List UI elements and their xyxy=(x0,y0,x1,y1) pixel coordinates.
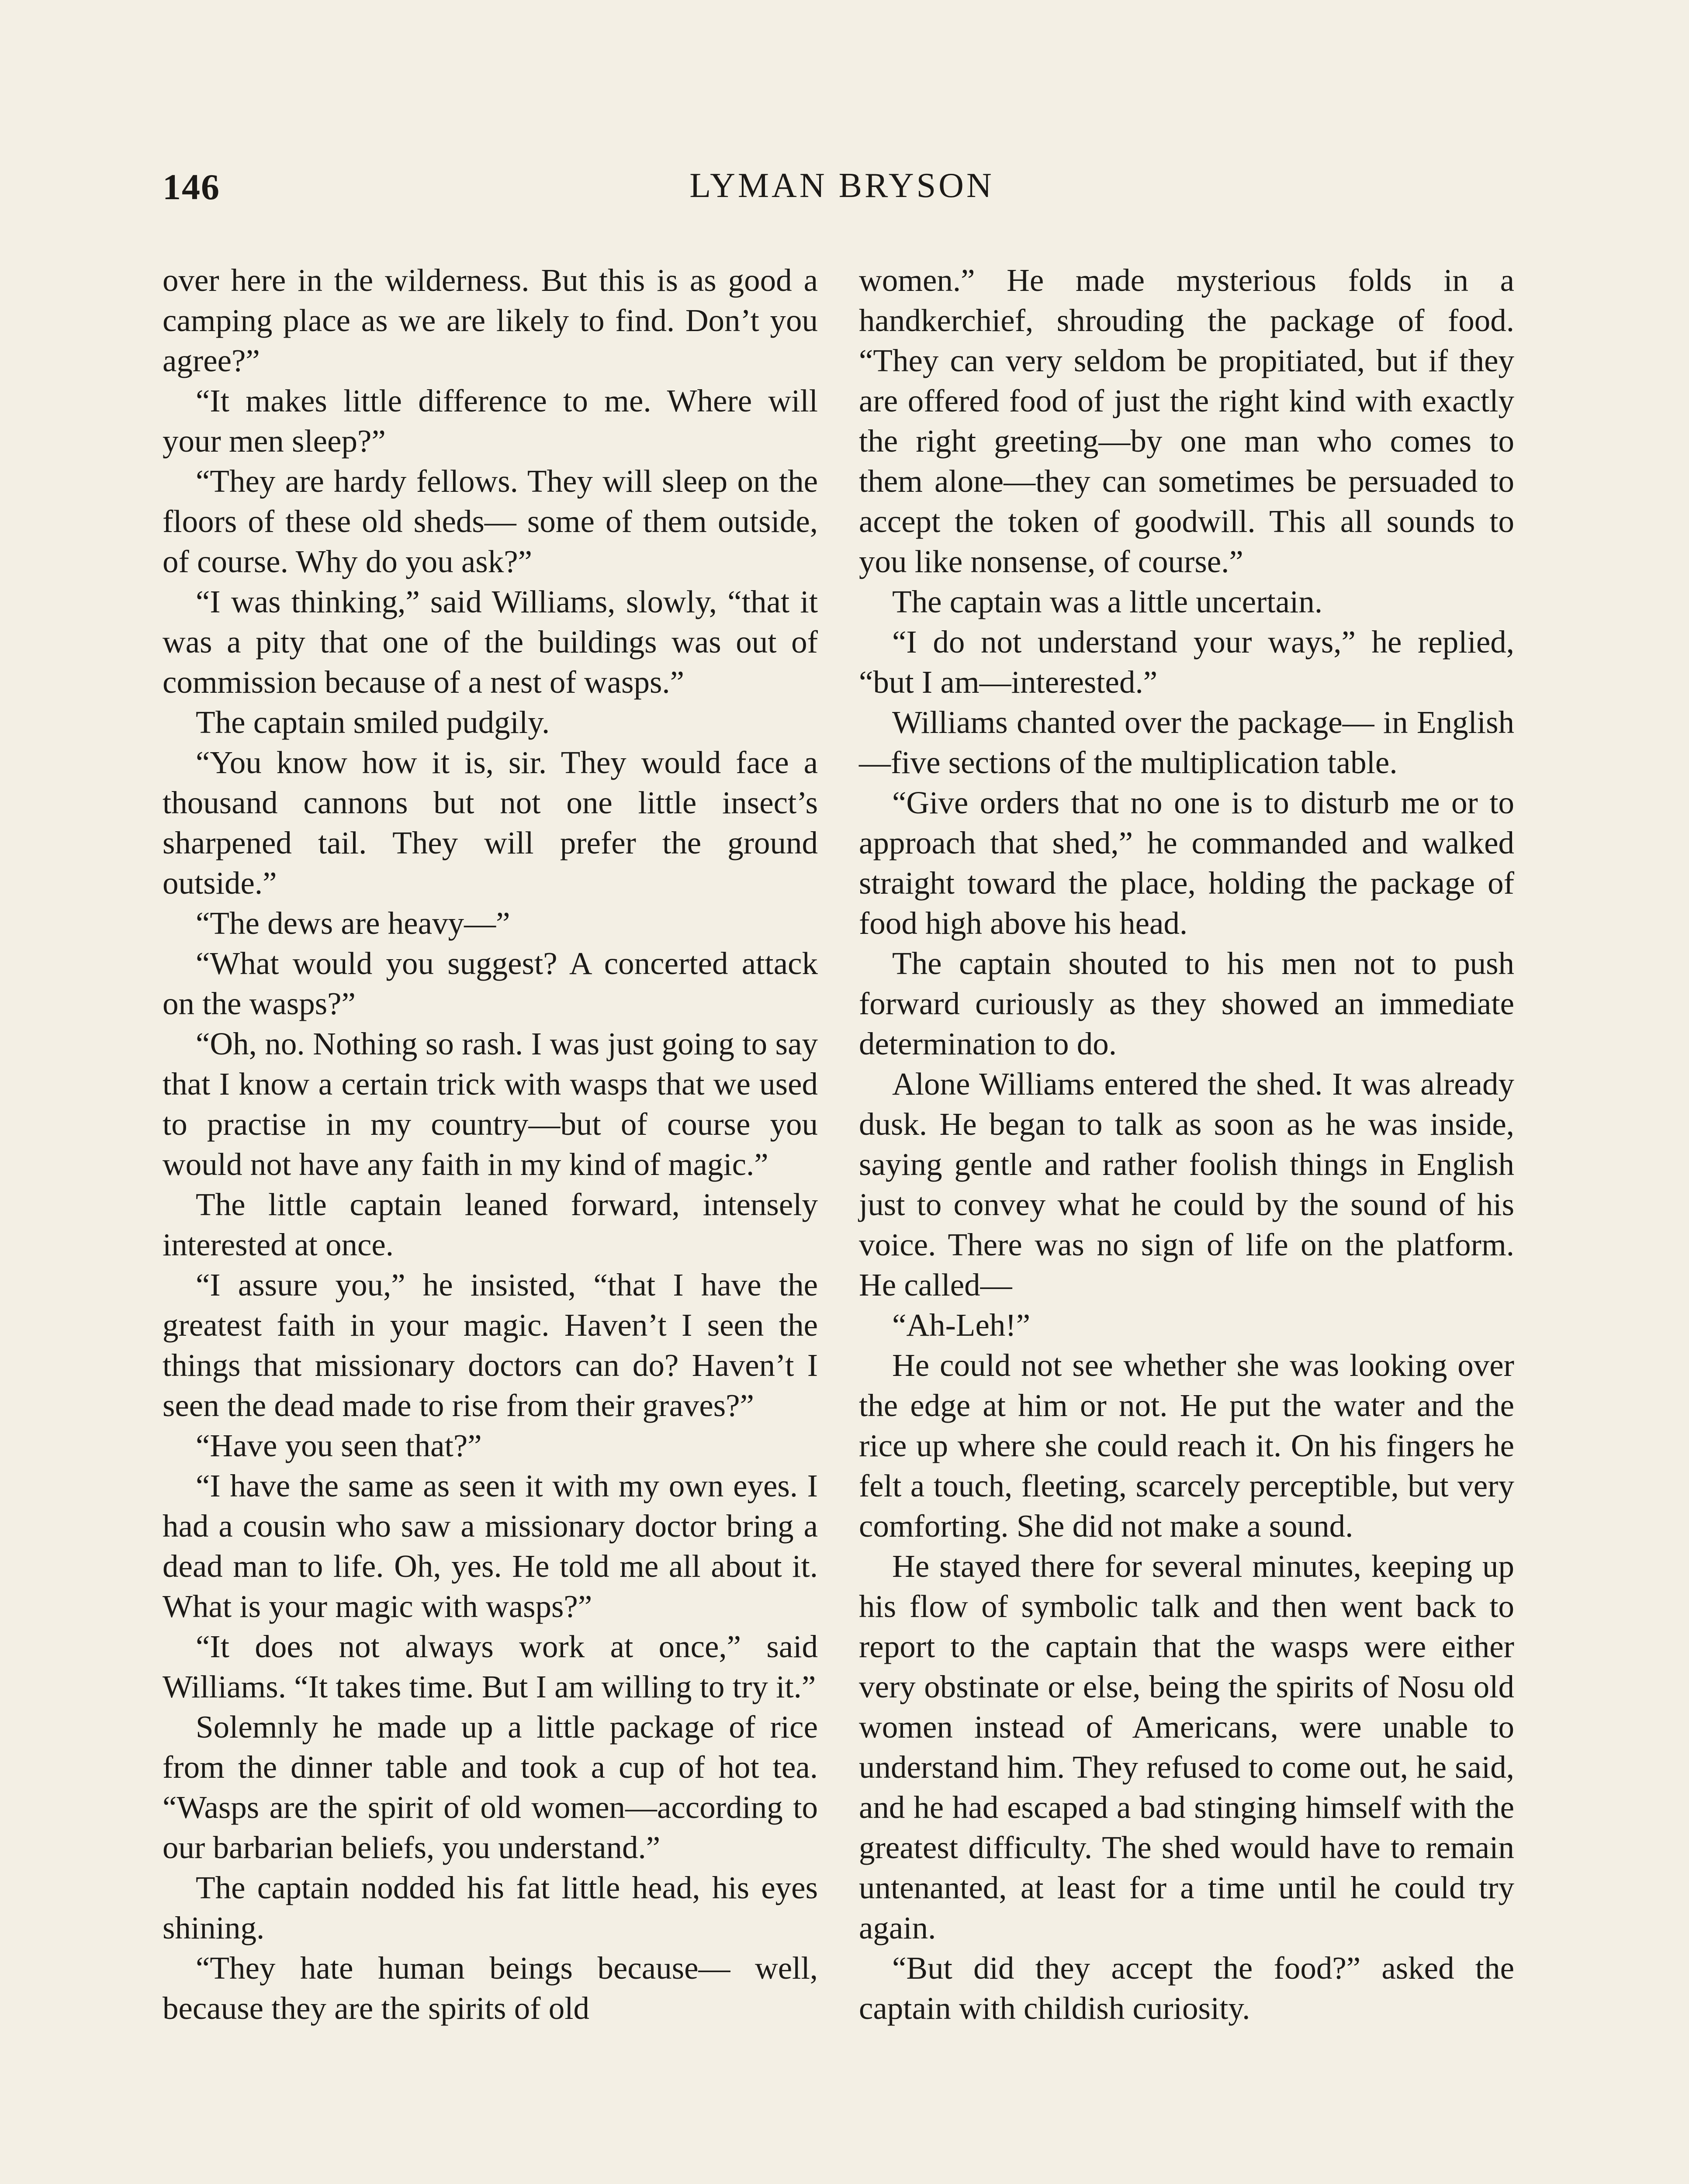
left-column-paragraph: “Oh, no. Nothing so rash. I was just going to say that I know a certain trick with wasps that we used to practise in my country—but of course you would not have any faith in my kind of magic.” xyxy=(163,1026,818,1182)
left-column-paragraph: “You know how it is, sir. They would face a thousand cannons but not one little insect’s sharpened tail. They will prefer the ground outside.” xyxy=(163,745,818,901)
left-column xyxy=(163,260,818,2028)
left-column-paragraph: “I have the same as seen it with my own eyes. I had a cousin who saw a missionary doctor bring a dead man to life. Oh, yes. He told me all about it. What is your magic with wasps?” xyxy=(163,1468,818,1624)
left-column-paragraph: “They are hardy fellows. They will sleep on the floors of these old sheds— some of them outside, of course. Why do you ask?” xyxy=(163,463,818,579)
running-head: LYMAN BRYSON xyxy=(689,166,994,205)
left-column-paragraph: The little captain leaned forward, intensely interested at once. xyxy=(163,1187,818,1262)
left-column-paragraph: The captain nodded his fat little head, his eyes shining. xyxy=(163,1870,818,1946)
right-column-paragraph: “But did they accept the food?” asked the captain with childish curiosity. xyxy=(859,1950,1514,2026)
left-column-paragraph: “It does not always work at once,” said Williams. “It takes time. But I am willing to try it.” xyxy=(163,1629,818,1704)
left-column-paragraph: “Have you seen that?” xyxy=(196,1428,482,1463)
left-column-paragraph: “I was thinking,” said Williams, slowly, “that it was a pity that one of the buildings was out of commission because of a nest of wasps.” xyxy=(163,584,818,700)
left-column-paragraph: “I assure you,” he insisted, “that I have the greatest faith in your magic. Haven’t I seen the things that missionary doctors can do? Haven’t I seen the dead made to rise from their graves?” xyxy=(163,1267,818,1423)
right-column xyxy=(859,260,1514,2028)
right-column-paragraph: women.” He made mysterious folds in a handkerchief, shrouding the package of food. “They can very seldom be propitiated, but if they are offered food of just the right kind with exactly the right greeting—by one man who comes to them alone—they can sometimes be persuaded to accept the token of goodwill. This all sounds to you like nonsense, of course.” xyxy=(859,263,1514,579)
page-header xyxy=(163,166,1521,218)
page-number: 146 xyxy=(163,167,220,207)
left-column-paragraph: “It makes little difference to me. Where will your men sleep?” xyxy=(163,383,818,459)
right-column-paragraph: “Give orders that no one is to disturb me or to approach that shed,” he commanded and walked straight toward the place, holding the package of food high above his head. xyxy=(859,785,1514,941)
left-column-paragraph: Solemnly he made up a little package of rice from the dinner table and took a cup of hot tea. “Wasps are the spirit of old women—according to our barbarian beliefs, you understand.” xyxy=(163,1709,818,1865)
right-column-paragraph: “I do not understand your ways,” he replied, “but I am—interested.” xyxy=(859,624,1514,700)
left-column-paragraph: The captain smiled pudgily. xyxy=(196,705,550,740)
right-column-paragraph: Williams chanted over the package— in English—five sections of the multiplication table. xyxy=(859,705,1514,780)
right-column-paragraph: “Ah-Leh!” xyxy=(892,1307,1031,1343)
right-column-paragraph: He could not see whether she was looking over the edge at him or not. He put the water and the rice up where she could reach it. On his fingers he felt a touch, fleeting, scarcely perceptible, but very comforting. She did not make a sound. xyxy=(859,1348,1514,1544)
right-column-paragraph: The captain shouted to his men not to push forward curiously as they showed an immediate determination to do. xyxy=(859,946,1514,1061)
left-column-paragraph: over here in the wilderness. But this is as good a camping place as we are likely to find. Don’t you agree?” xyxy=(163,263,818,378)
left-column-paragraph: “They hate human beings because— well, because they are the spirits of old xyxy=(163,1950,818,2026)
right-column-paragraph: He stayed there for several minutes, keeping up his flow of symbolic talk and then went back to report to the captain that the wasps were either very obstinate or else, being the spirits of Nosu old women instead of Americans, were unable to understand him. They refused to come out, he said, and he had escaped a bad stinging himself with the greatest difficulty. The shed would have to remain untenanted, at least for a time until he could try again. xyxy=(859,1548,1514,1946)
left-column-paragraph: “The dews are heavy—” xyxy=(196,905,510,941)
left-column-paragraph: “What would you suggest? A concerted attack on the wasps?” xyxy=(163,946,818,1021)
right-column-paragraph: The captain was a little uncertain. xyxy=(892,584,1323,619)
right-column-paragraph: Alone Williams entered the shed. It was already dusk. He began to talk as soon as he was inside, saying gentle and rather foolish things in English just to convey what he could by the sound of his voice. There was no sign of life on the platform. He called— xyxy=(859,1066,1514,1303)
